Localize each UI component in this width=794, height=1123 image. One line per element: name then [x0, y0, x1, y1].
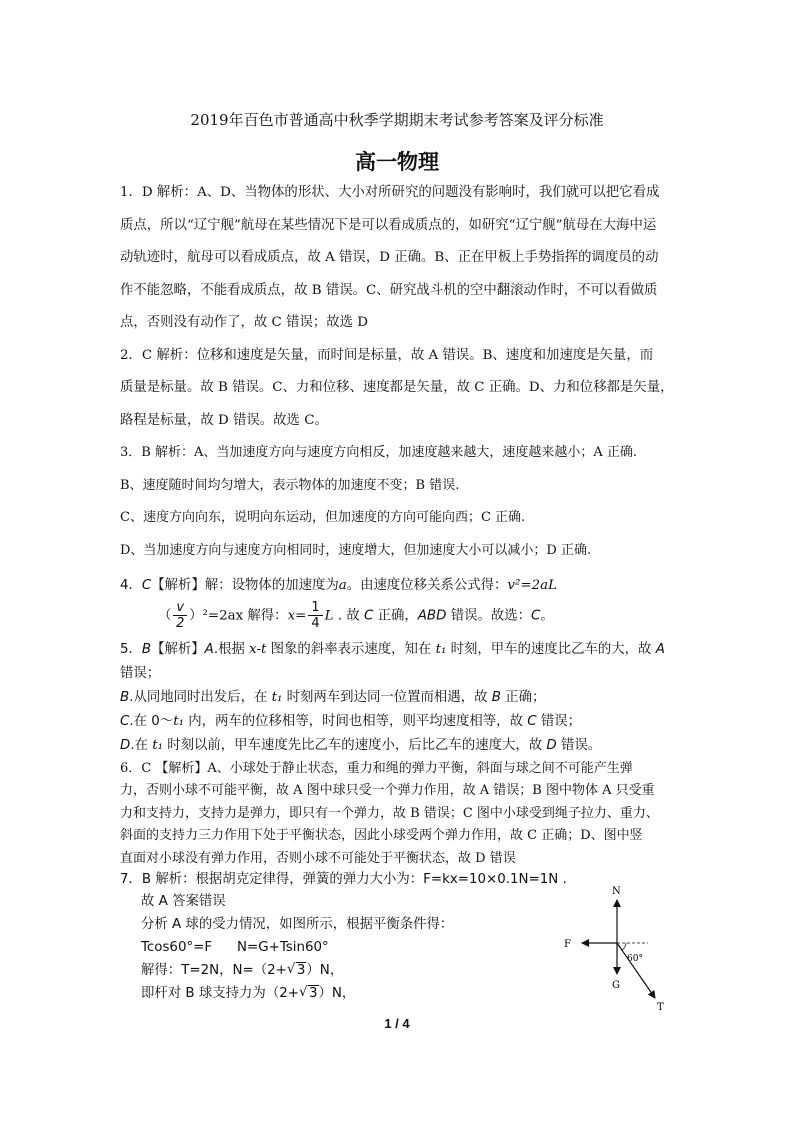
q5-line-1b: 错误； — [120, 666, 161, 681]
q6-line-2: 力，否则小球不可能平衡，故 A 图中球只受一个弹力作用，故 A 错误；B 图中物体 A 只受重 — [120, 783, 655, 798]
q2-line-3: 路程是标量，故 D 错误。故选 C。 — [120, 413, 328, 428]
q2-line-1: 2．C 解析：位移和速度是矢量，而时间是标量，故 A 错误。B、速度和加速度是矢量，而 — [120, 348, 654, 363]
q5-line-2: B.从同地同时出发后，在 t₁ 时刻两车到达同一位置而相遇，故 B 正确； — [120, 690, 546, 705]
q7-line-4a: Tcos60°=F — [141, 940, 213, 955]
sqrt-3: √ 3 — [299, 985, 319, 1003]
fraction-1-over-4: $\frac{1}{4}$ — [308, 600, 322, 631]
q5-line-4: D.在 t₁ 时刻以前，甲车速度先比乙车的速度小，后比乙车的速度大，故 D 错误。 — [120, 738, 602, 753]
q7-line-1: 7．B 解析：根据胡克定律得，弹簧的弹力大小为：F=kx=10×0.1N=1N . — [120, 872, 567, 887]
q3-line-3: C、速度方向向东，说明向东运动，但加速度的方向可能向西；C 正确. — [120, 510, 526, 525]
q1-line-2: 质点，所以“辽宁舰”航母在某些情况下是可以看成质点的，如研究“辽宁舰”航母在大海中运 — [120, 218, 657, 233]
q3-line-4: D、当加速度方向与速度方向相同时，速度增大，但加速度大小可以减小；D 正确. — [120, 543, 592, 558]
force-diagram — [560, 880, 670, 1015]
label-n: N — [612, 886, 621, 897]
sqrt-3: √ 3 — [287, 962, 307, 980]
q1-line-5: 点，否则没有动作了，故 C 错误；故选 D — [120, 315, 368, 330]
angle-arc — [622, 943, 626, 950]
doc-subject: 高一物理 — [355, 149, 439, 174]
q4-line-1: 4．C【解析】解：设物体的加速度为a。由速度位移关系公式得：v²=2aL — [120, 578, 557, 593]
q5-line-3: C.在 0～t₁ 内，两车的位移相等，时间也相等，则平均速度相等，故 C 错误； — [120, 714, 582, 729]
q2-line-2: 质量是标量。故 B 错误。C、力和位移、速度都是矢量，故 C 正确。D、力和位移都是矢量， — [120, 380, 674, 395]
fraction-v-over-2: $\frac{v}{2}$ — [173, 600, 187, 631]
label-f: F — [564, 939, 571, 950]
q5-line-1: 5．B【解析】A.根据 x-t 图象的斜率表示速度，知在 t₁ 时刻，甲车的速度比乙车的大，故 A — [120, 642, 665, 657]
q1-line-3: 动轨迹时，航母可以看成质点，故 A 错误，D 正确。B、正在甲板上手势指挥的调度员的动 — [120, 250, 659, 265]
label-g: G — [612, 980, 620, 991]
q7-line-3: 分析 A 球的受力情况，如图所示，根据平衡条件得： — [141, 917, 454, 932]
q7-line-4b: N=G+Tsin60° — [237, 940, 329, 955]
q3-line-1: 3．B 解析：A、当加速度方向与速度方向相反，加速度越来越大，速度越来越小；A 正确. — [120, 445, 637, 460]
doc-title: 2019年百色市普通高中秋季学期期末考试参考答案及评分标准 — [190, 111, 604, 129]
label-t: T — [657, 1002, 664, 1013]
q4-line-2: （ $\frac{v}{2}$ ）²=2ax 解得：x= $\frac{1}{4}$ L . 故 C 正确，ABD 错误。故选：C。 — [158, 600, 554, 631]
q7-line-6: 即杆对 B 球支持力为（2+√ 3）N， — [141, 985, 355, 1003]
page-number: 1 / 4 — [384, 1016, 410, 1031]
arrow-t — [617, 943, 655, 998]
q6-line-5: 直面对小球没有弹力作用，否则小球不可能处于平衡状态，故 D 错误 — [120, 851, 516, 866]
q3-line-2: B、速度随时间均匀增大，表示物体的加速度不变；B 错误. — [120, 478, 460, 493]
q6-line-1: 6．C 【解析】A、小球处于静止状态，重力和绳的弹力平衡，斜面与球之间不可能产生弹 — [120, 761, 633, 776]
q1-line-1: 1．D 解析：A、D、当物体的形状、大小对所研究的问题没有影响时，我们就可以把它看成 — [120, 185, 660, 200]
q6-line-3: 力和支持力，支持力是弹力，即只有一个弹力，故 B 错误；C 图中小球受到绳子拉力、重力、 — [120, 806, 659, 821]
q7-line-2: 故 A 答案错误 — [141, 894, 226, 909]
label-angle: 60° — [627, 954, 643, 964]
q1-line-4: 作不能忽略，不能看成质点，故 B 错误。C、研究战斗机的空中翻滚动作时，不可以看做质 — [120, 283, 658, 298]
q6-line-4: 斜面的支持力三力作用下处于平衡状态，因此小球受两个弹力作用，故 C 正确；D、图中竖 — [120, 828, 643, 843]
q7-line-5: 解得：T=2N，N=（2+√ 3）N， — [141, 962, 343, 980]
